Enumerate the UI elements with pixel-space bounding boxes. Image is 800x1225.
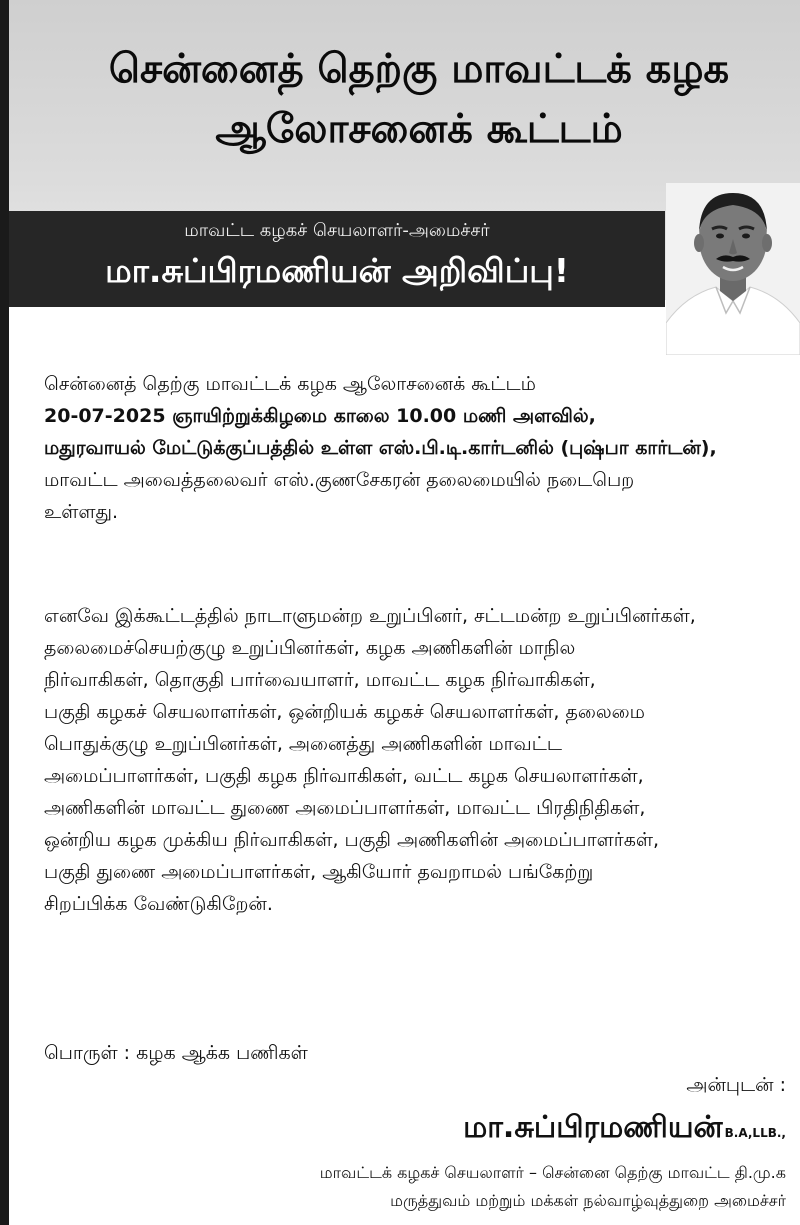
para2-line-5: பொதுக்குழு உறுப்பினர்கள், அனைத்து அணிகளின் மாவட்ட	[44, 733, 562, 755]
title-line-2: ஆலோசனைக் கூட்டம்	[215, 106, 623, 152]
signatory-degree: B.A,LLB.,	[724, 1126, 786, 1140]
para2-line-1: எனவே இக்கூட்டத்தில் நாடாளுமன்ற உறுப்பினர், சட்டமன்ற உறுப்பினர்கள்,	[44, 605, 696, 627]
para1-line-2-date-time: 20-07-2025 ஞாயிற்றுக்கிழமை காலை 10.00 மணி அளவில்,	[44, 405, 596, 427]
agenda-line: பொருள் : கழக ஆக்க பணிகள்	[44, 1042, 308, 1064]
portrait-illustration	[666, 183, 800, 355]
para1-line-1: சென்னைத் தெற்கு மாவட்டக் கழக ஆலோசனைக் கூட்டம்	[44, 373, 536, 395]
para2-line-9: பகுதி துணை அமைப்பாளர்கள், ஆகியோர் தவறாமல் பங்கேற்று	[44, 861, 594, 883]
para1-line-3-venue: மதுரவாயல் மேட்டுக்குப்பத்தில் உள்ள எஸ்.பி.டி.கார்டனில் (புஷ்பா கார்டன்),	[44, 437, 717, 459]
para2-line-8: ஒன்றிய கழக முக்கிய நிர்வாகிகள், பகுதி அணிகளின் அமைப்பாளர்கள்,	[44, 829, 660, 851]
para2-line-6: அமைப்பாளர்கள், பகுதி கழக நிர்வாகிகள், வட்ட கழக செயலாளர்கள்,	[44, 765, 644, 787]
para2-line-2: தலைமைச்செயற்குழு உறுப்பினர்கள், கழக அணிகளின் மாநில	[44, 637, 576, 659]
left-border-bar	[0, 0, 9, 1225]
banner-subtitle: மாவட்ட கழகச் செயலாளர்-அமைச்சர்	[184, 220, 490, 241]
banner-headline: மா.சுப்பிரமணியன் அறிவிப்பு!	[105, 251, 569, 290]
para2-line-4: பகுதி கழகச் செயலாளர்கள், ஒன்றியக் கழகச் செயலாளர்கள், தலைமை	[44, 701, 645, 723]
signoff-greeting: அன்புடன் :	[686, 1074, 786, 1096]
title-line-1: சென்னைத் தெற்கு மாவட்டக் கழக	[108, 46, 730, 92]
meeting-details-paragraph	[44, 368, 794, 528]
para2-line-10: சிறப்பிக்க வேண்டுகிறேன்.	[44, 893, 273, 915]
signatory-block	[463, 1110, 786, 1149]
signatory-role-line-1: மாவட்டக் கழகச் செயலாளர் – சென்னை தெற்கு மாவட்ட தி.மு.க	[319, 1163, 786, 1182]
minister-portrait-photo	[666, 183, 800, 355]
invitees-paragraph	[44, 600, 794, 920]
para2-line-3: நிர்வாகிகள், தொகுதி பார்வையாளர், மாவட்ட கழக நிர்வாகிகள்,	[44, 669, 596, 691]
signatory-role-line-2: மருத்துவம் மற்றும் மக்கள் நல்வாழ்வுத்துறை அமைச்சர்	[390, 1191, 786, 1210]
announcement-banner	[9, 211, 665, 307]
para1-line-5: உள்ளது.	[44, 501, 119, 523]
para1-line-4: மாவட்ட அவைத்தலைவர் எஸ்.குணசேகரன் தலைமையில் நடைபெற	[44, 469, 635, 491]
para2-line-7: அணிகளின் மாவட்ட துணை அமைப்பாளர்கள், மாவட்ட பிரதிநிதிகள்,	[44, 797, 646, 819]
signatory-name: மா.சுப்பிரமணியன்	[463, 1110, 723, 1145]
